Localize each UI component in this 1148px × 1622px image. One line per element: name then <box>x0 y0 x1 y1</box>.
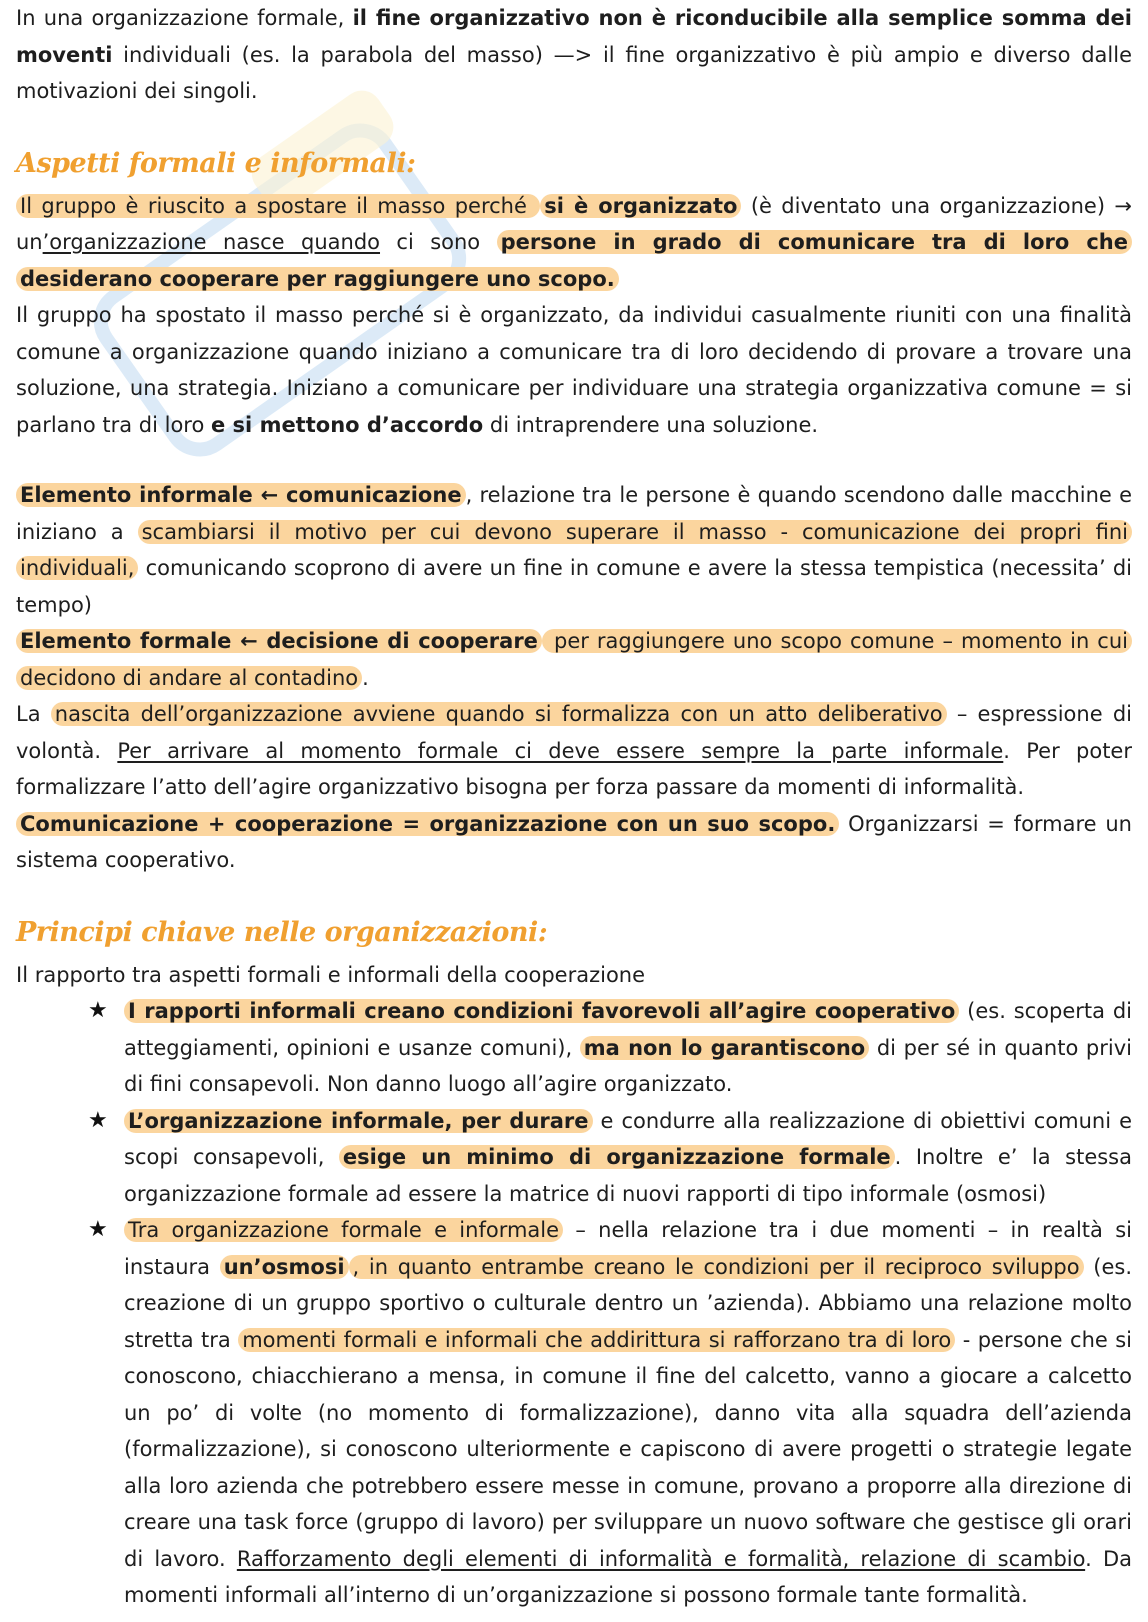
list-item: ★ L’organizzazione informale, per durare e condurre alla realizzazione di obiettivi comuni e scopi consapevoli, esige un minimo di organizzazione formale . Inoltre e’ la stessa organizzazione formale ad essere la matrice di nuovi rapporti di tipo informale (osmosi) <box>124 1103 1132 1213</box>
section-heading-principi: Principi chiave nelle organizzazioni: <box>16 916 548 948</box>
star-icon: ★ <box>88 1217 108 1242</box>
list-item: ★ I rapporti informali creano condizioni favorevoli all’agire cooperativo (es. scoperta di atteggiamenti, opinioni e usanze comuni), ma non lo garantiscono di per sé in quanto privi di fini consapevoli. Non danno luogo all’agire organizzato. <box>124 993 1132 1103</box>
list-item: ★ Tra organizzazione formale e informale – nella relazione tra i due momenti – in realtà si instaura un’osmosi , in quanto entrambe creano le condizioni per il reciproco sviluppo (es. creazione di un gruppo sportivo o culturale dentro un ’azienda). Abbiamo una relazione molto stretta tra momenti formali e informali che addirittura si rafforzano tra di loro - persone che si conoscono, chiacchierano a mensa, in comune il fine del calcetto, vanno a giocare a calcetto un po’ di volte (no momento di formalizzazione), danno vita alla squadra dell’azienda (formalizzazione), si conoscono ulteriormente e capiscono di avere progetti o strategie legate alla loro azienda che potrebbero essere messe in comune, provano a proporre alla direzione di creare una task force (gruppo di lavoro) per sviluppare un nuovo software che gestisce gli orari di lavoro. Rafforzamento degli elementi di informalità e formalità, relazione di scambio. Da momenti informali all’interno di un’organizzazione si possono formale tante formalità. <box>124 1212 1132 1614</box>
intro-paragraph: In una organizzazione formale, il fine organizzativo non è riconducibile alla semplice somma dei moventi individuali (es. la parabola del masso) —> il fine organizzativo è più ampio e diverso dalle motivazioni dei singoli. <box>16 6 1132 103</box>
document-page <box>16 0 1132 1614</box>
section2-intro: Il rapporto tra aspetti formali e informali della cooperazione <box>16 962 646 987</box>
principles-list <box>16 993 1132 1614</box>
paragraph-gruppo-organizzato: Il gruppo è riuscito a spostare il masso perché si è organizzato (è diventato una organizzazione) → un’organizzazione nasce quando ci sono persone in grado di comunicare tra di loro che desiderano cooperare per raggiungere uno scopo. <box>16 193 1132 291</box>
star-icon: ★ <box>88 998 108 1023</box>
star-icon: ★ <box>88 1107 108 1133</box>
paragraph-nascita-organizzazione: La nascita dell’organizzazione avviene quando si formalizza con un atto deliberativo – espressione di volontà. Per arrivare al momento formale ci deve essere sempre la parte informale. Per poter formalizzare l’atto dell’agire organizzativo bisogna per forza passare da momenti di informalità. <box>16 702 1132 799</box>
paragraph-comunicazione-cooperazione: Comunicazione + cooperazione = organizzazione con un suo scopo. Organizzarsi = formare un sistema cooperativo. <box>16 811 1132 872</box>
paragraph-gruppo-spostato: Il gruppo ha spostato il masso perché si è organizzato, da individui casualmente riuniti con una finalità comune a organizzazione quando iniziano a comunicare tra di loro decidendo di provare a trovare una soluzione, una strategia. Iniziano a comunicare per individuare una strategia organizzativa comune = si parlano tra di loro e si mettono d’accordo di intraprendere una soluzione. <box>16 303 1132 437</box>
paragraph-elemento-informale: Elemento informale ← comunicazione , relazione tra le persone è quando scendono dalle macchine e iniziano a scambiarsi il motivo per cui devono superare il masso - comunicazione dei propri fini individuali, comunicando scoprono di avere un fine in comune e avere la stessa tempistica (necessita’ di tempo) <box>16 483 1132 617</box>
section-heading-aspetti: Aspetti formali e informali: <box>16 147 416 179</box>
paragraph-elemento-formale: Elemento formale ← decisione di cooperare per raggiungere uno scopo comune – momento in cui decidono di andare al contadino . <box>16 623 1132 696</box>
